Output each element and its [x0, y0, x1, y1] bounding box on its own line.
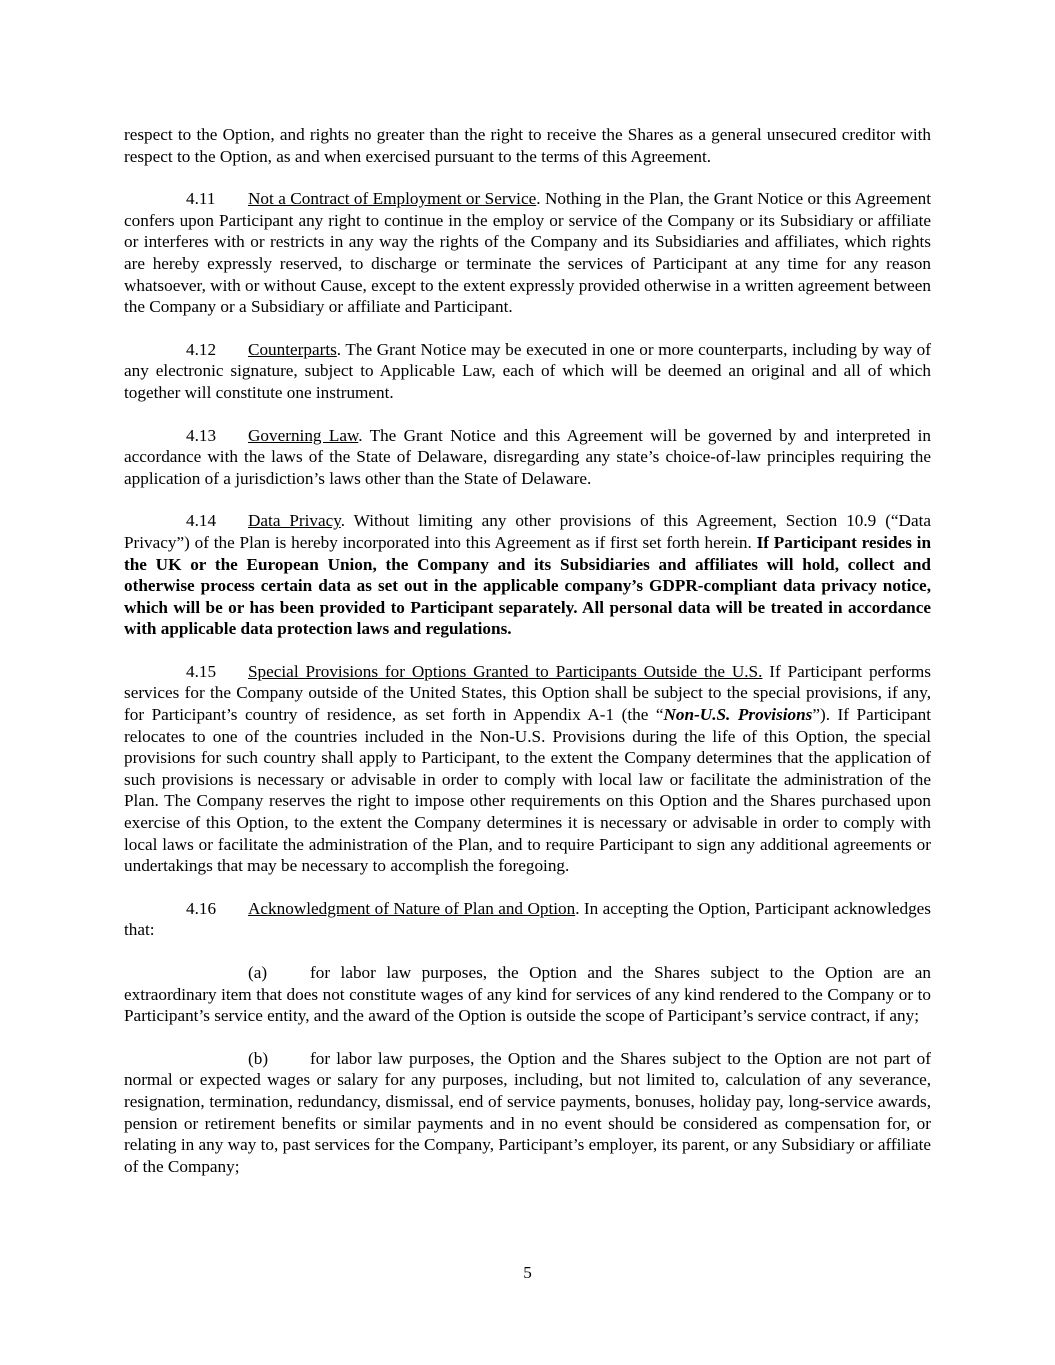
section-body: . The Grant Notice and this Agreement will be governed by and interpreted in accordance with the laws of the State of Delaware, disregarding any state’s choice-of-law principles requiring the application of a jurisdiction’s laws other than the State of Delaware.	[124, 425, 931, 488]
defined-term: Non-U.S. Provisions	[663, 705, 813, 725]
section-number: 4.11	[186, 189, 216, 209]
intro-paragraph: respect to the Option, and rights no greater than the right to receive the Shares as a general unsecured creditor with respect to the Option, as and when exercised pursuant to the terms of this Agreement.	[124, 125, 931, 166]
section-heading: Data Privacy	[248, 511, 341, 531]
section-heading: Counterparts	[248, 339, 337, 359]
section-4-13	[124, 425, 931, 490]
section-heading: Not a Contract of Employment or Service	[248, 189, 537, 209]
section-4-16	[124, 898, 931, 941]
section-number: 4.12	[186, 339, 217, 359]
item-body: for labor law purposes, the Option and the Shares subject to the Option are an extraordinary item that does not constitute wages of any kind for services of any kind rendered to the Company or to Participant’s service entity, and the award of the Option is outside the scope of Participant’s service contract, if any;	[124, 963, 931, 1026]
section-heading: Acknowledgment of Nature of Plan and Option	[248, 898, 576, 918]
section-number: 4.14	[186, 511, 217, 531]
section-body: . Without limiting any other provisions of this Agreement, Section 10.9 (“Data Privacy”) of the Plan is hereby incorporated into this Agreement as if first set forth herein.	[124, 511, 931, 552]
gdpr-notice-bold: If Participant resides in the UK or the European Union, the Company and its Subsidiaries and affiliates will hold, collect and otherwise process certain data as set out in the applicable company’s GDPR-compliant data privacy notice, which will be or has been provided to Participant separately. All personal data will be treated in accordance with applicable data protection laws and regulations.	[124, 532, 932, 639]
section-number: 4.16	[186, 898, 217, 918]
item-label: (a)	[248, 963, 268, 982]
section-heading: Special Provisions for Options Granted to Participants Outside the U.S.	[248, 661, 763, 681]
section-number: 4.13	[186, 425, 217, 445]
section-heading: Governing Law	[248, 425, 359, 445]
section-4-14	[124, 510, 931, 640]
section-4-15	[124, 661, 931, 877]
section-body: . In accepting the Option, Participant acknowledges that:	[124, 898, 931, 940]
section-body: . The Grant Notice may be executed in one or more counterparts, including by way of any electronic signature, subject to Applicable Law, each of which will be deemed an original and all of which together will constitute one instrument.	[124, 339, 931, 402]
section-number: 4.15	[186, 661, 217, 681]
list-item-b	[124, 1048, 931, 1178]
item-body: for labor law purposes, the Option and the Shares subject to the Option are not part of normal or expected wages or salary for any purposes, including, but not limited to, calculation of any severance, resignation, termination, redundancy, dismissal, end of service payments, bonuses, holiday pay, long-service awards, pension or retirement benefits or similar payments and in no event should be considered as compensation for, or relating in any way to, past services for the Company, Participant’s employer, its parent, or any Subsidiary or affiliate of the Company;	[124, 1048, 931, 1176]
page-number: 5	[523, 1263, 532, 1282]
document-page	[124, 124, 931, 1198]
item-label: (b)	[248, 1048, 269, 1068]
section-4-11	[124, 188, 931, 318]
section-body: If Participant performs services for the Company outside of the United States, this Option shall be subject to the special provisions, if any, for Participant’s country of residence, as set forth in Appendix A-1 (the “	[124, 661, 931, 725]
section-body-continued: ”). If Participant relocates to one of the countries included in the Non-U.S. Provisions during the life of this Option, the special provisions for such country shall apply to Participant, to the extent the Company determines that the application of such provisions is necessary or advisable in order to comply with local law or facilitate the administration of the Plan. The Company reserves the right to impose other requirements on this Option and the Shares purchased upon exercise of this Option, to the extent the Company determines it is necessary or advisable in order to comply with local laws or facilitate the administration of the Plan, and to require Participant to sign any additional agreements or undertakings that may be necessary to accomplish the foregoing.	[124, 705, 931, 876]
section-body: . Nothing in the Plan, the Grant Notice or this Agreement confers upon Participant any right to continue in the employ or service of the Company or its Subsidiary or affiliate or interferes with or restricts in any way the rights of the Company and its Subsidiaries and affiliates, which rights are hereby expressly reserved, to discharge or terminate the services of Participant at any time for any reason whatsoever, with or without Cause, except to the extent expressly provided otherwise in a written agreement between the Company or a Subsidiary or affiliate and Participant.	[124, 189, 931, 317]
list-item-a	[124, 962, 931, 1027]
section-4-12	[124, 339, 931, 404]
